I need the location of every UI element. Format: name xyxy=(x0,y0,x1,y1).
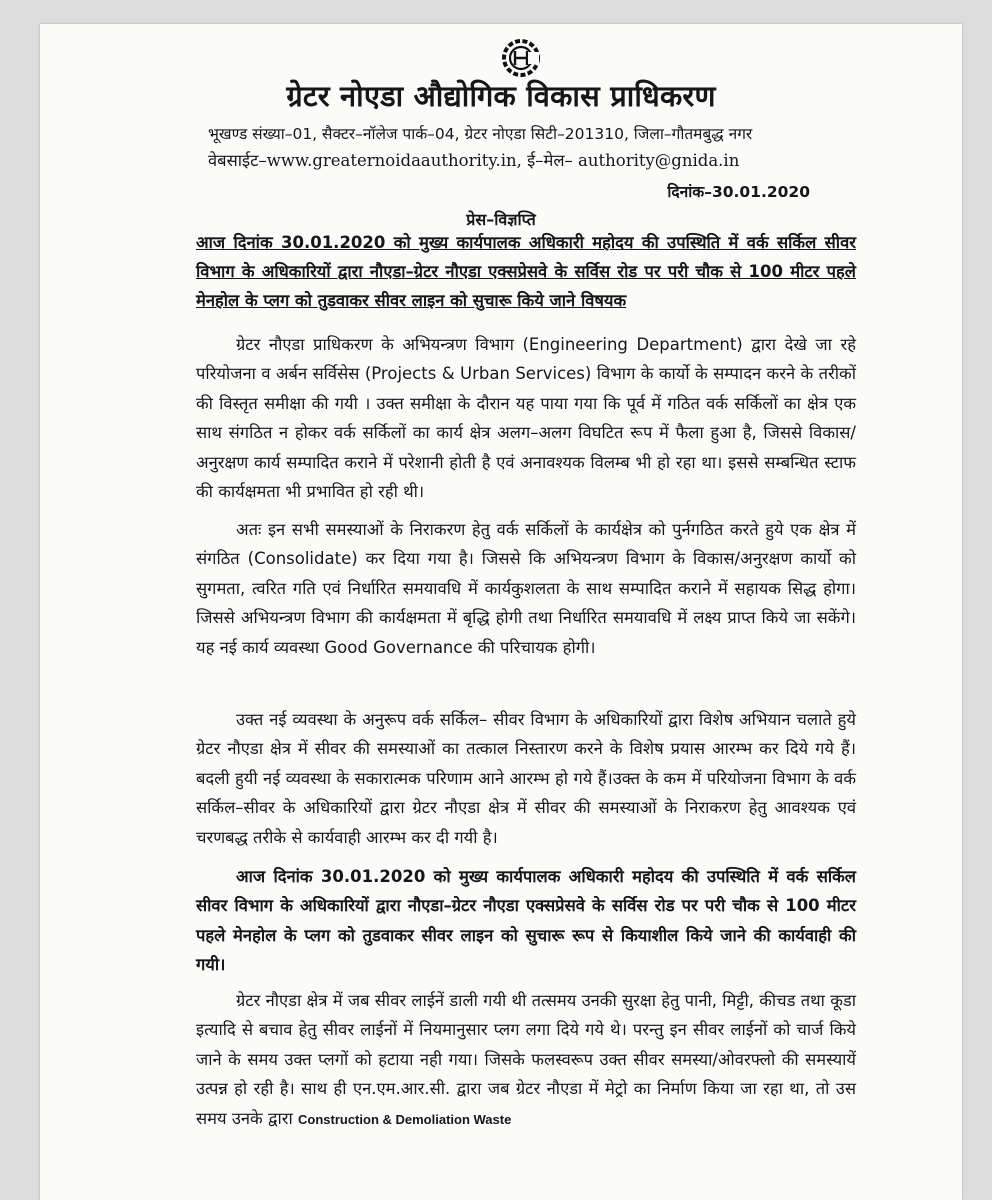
press-release-subject: आज दिनांक 30.01.2020 को मुख्य कार्यपालक अधिकारी महोदय की उपस्थिति में वर्क सर्किल सीवर विभाग के अधिकारियों द्वारा नौएडा–ग्रेटर नौएडा एक्सप्रेसवे के सर्विस रोड पर परी चौक से 100 मीटर पहले मेनहोल के प्लग को तुडवाकर सीवर लाइन को सुचारू किये जाने विषयक xyxy=(196,233,856,310)
document-page xyxy=(40,24,962,1200)
paragraph-todays-action: आज दिनांक 30.01.2020 को मुख्य कार्यपालक अधिकारी महोदय की उपस्थिति में वर्क सर्किल सीवर विभाग के अधिकारियों द्वारा नौएडा–ग्रेटर नौएडा एक्सप्रेसवे के सर्विस रोड पर परी चौक से 100 मीटर पहले मेनहोल के प्लग को तुडवाकर सीवर लाइन को सुचारू रूप से कियाशील किये जाने की कार्यवाही की गयी। xyxy=(196,867,856,975)
paragraph-plugs-background xyxy=(196,986,856,1134)
paragraph-plugs-text: ग्रेटर नौएडा क्षेत्र में जब सीवर लाईनें डाली गयी थी तत्समय उनकी सुरक्षा हेतु पानी, मिट्टी, कीचड तथा कूडा इत्यादि से बचाव हेतु सीवर लाईनों में नियमानुसार प्लग लगा दिये गये थे। परन्तु इन सीवर लाईनों को चार्ज किये जाने के समय उक्त प्लगों को हटाया नही गया। जिसके फलस्वरूप उक्त सीवर समस्या/ओवरफ्लो की समस्यायें उत्पन्न हो रही है। साथ ही एन.एम.आर.सी. द्वारा जब ग्रेटर नौएडा में मेट्रो का निर्माण किया जा रहा था, तो उस समय उनके द्वारा xyxy=(196,991,856,1128)
paragraph-consolidation: अतः इन सभी समस्याओं के निराकरण हेतु वर्क सर्किलों के कार्यक्षेत्र को पुर्नगठित करते हुये एक क्षेत्र में संगठित (Consolidate) कर दिया गया है। जिससे कि अभियन्त्रण विभाग के विकास/अनुरक्षण कार्यो को सुगमता, त्वरित गति एवं निर्धारित समयावधि में कार्यकुशलता के साथ सम्पादित कराने में सहायक सिद्ध होगा। जिससे अभियन्त्रण विभाग की कार्यक्षमता में बृद्धि होगी तथा निर्धारित समयावधि में लक्ष्य प्राप्त किये जा सकेंगे। यह नई कार्य व्यवस्था Good Governance की परिचायक होगी। xyxy=(196,520,856,657)
paragraph-sewer-campaign: उक्त नई व्यवस्था के अनुरूप वर्क सर्किल– सीवर विभाग के अधिकारियों द्वारा विशेष अभियान चलाते हुये ग्रेटर नौएडा क्षेत्र में सीवर की समस्याओं का तत्काल निस्तारण करने के विशेष प्रयास आरम्भ कर दिये गये हैं। बदली हुयी नई व्यवस्था के सकारात्मक परिणाम आने आरम्भ हो गये हैं।उक्त के कम में परियोजना विभाग के वर्क सर्किल–सीवर के अधिकारियों द्वारा ग्रेटर नौएडा क्षेत्र में सीवर की समस्याओं के निराकरण हेतु आवश्यक एवं चरणबद्ध तरीके से कार्यवाही आरम्भ कर दी गयी है। xyxy=(196,710,856,847)
website-email-line: वेबसाईट–www.greaternoidaauthority.in, ई–मेल– authority@gnida.in xyxy=(208,151,740,170)
organization-name: ग्रेटर नोएडा औद्योगिक विकास प्राधिकरण xyxy=(286,79,716,113)
press-release-title: प्रेस–विज्ञप्ति xyxy=(466,210,536,229)
construction-waste-text: Construction & Demoliation Waste xyxy=(298,1111,512,1127)
paragraph-review: ग्रेटर नौएडा प्राधिकरण के अभियन्त्रण विभाग (Engineering Department) द्वारा देखे जा रहे परियोजना व अर्बन सर्विसेस (Projects & Urban Services) विभाग के कार्यो के सम्पादन करने के तरीकों की विस्तृत समीक्षा की गयी । उक्त समीक्षा के दौरान यह पाया गया कि पूर्व में गठित वर्क सर्किलों का क्षेत्र एक साथ संगठित न होकर वर्क सर्किलों का कार्य क्षेत्र अलग–अलग विघटित रूप में फैला हुआ है, जिससे विकास/अनुरक्षण कार्य सम्पादित कराने में परेशानी होती है एवं अनावश्यक विलम्ब भी हो रहा था। इससे सम्बन्धित स्टाफ की कार्यक्षमता भी प्रभावित हो रही थी। xyxy=(196,335,856,502)
authority-emblem-icon xyxy=(498,34,544,80)
organization-address: भूखण्ड संख्या–01, सैक्टर–नॉलेज पार्क–04, ग्रेटर नोएडा सिटी–201310, जिला–गौतमबुद्ध नगर xyxy=(208,125,753,143)
release-date: दिनांक–30.01.2020 xyxy=(667,183,810,201)
